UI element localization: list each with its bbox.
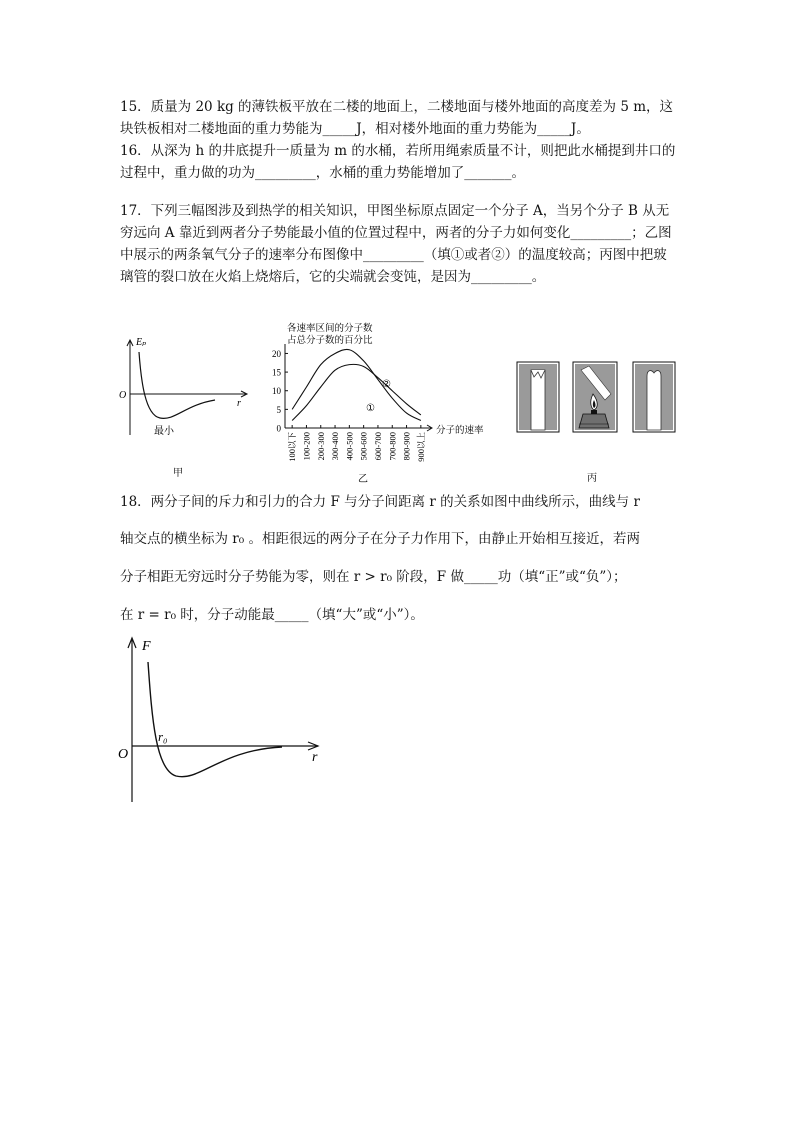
- figure-18-force-curve: [110, 630, 335, 810]
- question-16: 16．从深为 h 的井底提升一质量为 m 的水桶，若所用绳索质量不计，则把此水桶提到井口的过程中，重力做的功为_________，水桶的重力势能增加了_______。: [120, 143, 676, 181]
- question-17: 17．下列三幅图涉及到热学的相关知识，甲图坐标原点固定一个分子 A，当另个分子 B 从无穷远向 A 靠近到两者分子势能最小值的位置过程中，两者的分子力如何变化_________；乙图中展示的两条氧气分子的速率分布图像中_________（填①或者②）的温度较高；丙图中把玻璃管的裂口放在火焰上烧熔后，它的尖端就会变饨，是因为_________。: [120, 203, 672, 285]
- r0-label: r₀: [158, 729, 168, 744]
- chart-x-tick-label: 400-500: [344, 432, 355, 461]
- chart-series-2-line: [292, 364, 421, 420]
- question-15: 15．质量为 20 kg 的薄铁板平放在二楼的地面上，二楼地面与楼外地面的高度差为 5 m，这块铁板相对二楼地面的重力势能为_____J，相对楼外地面的重力势能为_____J。: [120, 99, 674, 137]
- caption-bing: 丙: [587, 473, 597, 484]
- question-18-line2: 轴交点的横坐标为 r₀ 。相距很远的两分子在分子力作用下，由静止开始相互接近，若两: [120, 531, 640, 547]
- origin-label: O: [119, 390, 127, 401]
- r-label: r: [237, 398, 241, 409]
- caption-yi: 乙: [358, 474, 368, 485]
- tube-over-alcohol-lamp: [573, 362, 617, 432]
- chart-x-tick-label: 600-700: [372, 432, 383, 461]
- smoothed-glass-tube: [633, 362, 675, 432]
- figure-bing: [505, 350, 685, 485]
- chart-y-tick-label: 10: [272, 386, 281, 397]
- chart-x-tick-label: 100以下: [287, 432, 298, 462]
- chart-x-tick-label: 300-400: [330, 432, 341, 461]
- f-label: F: [142, 639, 151, 654]
- chart-y-tick-label: 15: [272, 367, 281, 378]
- force-curve: [148, 662, 282, 777]
- chart-x-tick-label: 900以上: [415, 432, 426, 462]
- broken-glass-tube: [517, 362, 559, 432]
- caption-jia: 甲: [173, 468, 183, 479]
- chart-x-tick-label: 700-800: [387, 432, 398, 461]
- r-label-18: r: [312, 750, 318, 765]
- curve-2-label: ②: [382, 379, 391, 390]
- chart-x-label: 分子的速率: [436, 425, 484, 436]
- figure-yi-chart: [263, 320, 498, 485]
- chart-x-tick-label: 500-600: [358, 432, 369, 461]
- origin-label-18: O: [118, 747, 129, 762]
- chart-series-1-line: [292, 349, 421, 420]
- min-label: 最小: [154, 426, 174, 437]
- curve-1-label: ①: [366, 403, 375, 414]
- chart-x-tick-label: 200-300: [315, 432, 326, 461]
- figure-jia: [115, 330, 260, 480]
- question-18-line3: 分子相距无穷远时分子势能为零，则在 r > r₀ 阶段，F 做_____功（填“正”或“负”）；: [120, 569, 627, 585]
- chart-x-tick-label: 800-900: [401, 432, 412, 461]
- question-18-line1: 18．两分子间的斥力和引力的合力 F 与分子间距离 r 的关系如图中曲线所示，曲线与 r: [120, 494, 640, 510]
- chart-y-tick-label: 20: [272, 348, 281, 359]
- chart-y-tick-label: 0: [276, 423, 281, 434]
- potential-curve: [139, 352, 215, 418]
- question-18-line4: 在 r = r₀ 时，分子动能最_____（填“大”或“小”）。: [120, 607, 424, 623]
- chart-title-line2: 占总分子数的百分比: [287, 335, 373, 346]
- ep-label: Eₚ: [136, 337, 147, 348]
- chart-x-tick-label: 100-200: [301, 432, 312, 461]
- chart-title-line1: 各速率区间的分子数: [287, 323, 373, 334]
- chart-y-tick-label: 5: [276, 404, 281, 415]
